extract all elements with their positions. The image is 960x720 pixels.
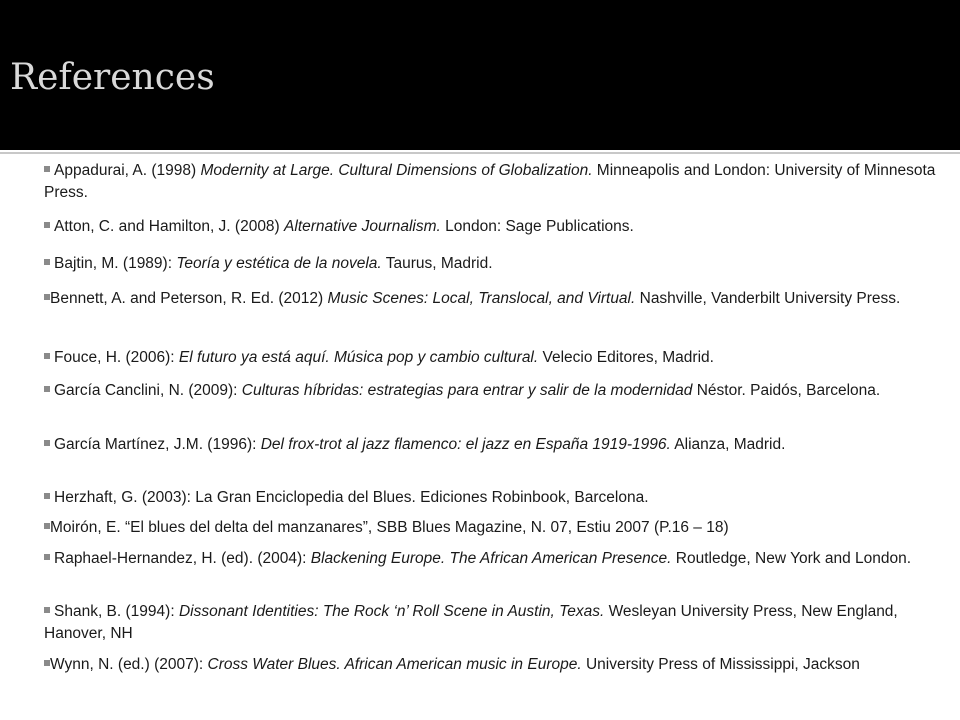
- bullet-icon: [44, 222, 50, 228]
- reference-item: [44, 160, 944, 204]
- reference-text: García Canclini, N. (2009):: [54, 382, 242, 399]
- bullet-icon: [44, 554, 50, 560]
- reference-title: Music Scenes: Local, Translocal, and Virtual.: [327, 290, 636, 307]
- reference-title: Del frox-trot al jazz flamenco: el jazz en España 1919-1996.: [260, 436, 671, 453]
- reference-text: Wynn, N. (ed.) (2007):: [50, 656, 208, 673]
- reference-item: [44, 288, 944, 310]
- reference-text: Appadurai, A. (1998): [54, 162, 201, 179]
- bullet-icon: [44, 386, 50, 392]
- reference-title: Teoría y estética de la novela.: [176, 255, 382, 272]
- reference-item: [44, 253, 944, 275]
- reference-item: [44, 517, 944, 539]
- reference-text: Herzhaft, G. (2003): La Gran Enciclopedia del Blues. Ediciones Robinbook, Barcelona.: [54, 489, 649, 506]
- bullet-icon: [44, 523, 50, 529]
- reference-text: Bajtin, M. (1989):: [54, 255, 177, 272]
- reference-publisher: Taurus, Madrid.: [381, 255, 493, 272]
- reference-title: Modernity at Large. Cultural Dimensions of Globalization.: [200, 162, 593, 179]
- bullet-icon: [44, 259, 50, 265]
- reference-text: Fouce, H. (2006):: [54, 349, 179, 366]
- reference-title: Blackening Europe. The African American Presence.: [310, 550, 672, 567]
- bullet-icon: [44, 493, 50, 499]
- reference-publisher: Velecio Editores, Madrid.: [538, 349, 714, 366]
- divider: [0, 152, 960, 154]
- reference-text: García Martínez, J.M. (1996):: [54, 436, 261, 453]
- reference-title: Cross Water Blues. African American music in Europe.: [207, 656, 582, 673]
- reference-item: [44, 487, 944, 509]
- reference-publisher: Minneapolis and London: University of Minnesota Press.: [44, 162, 936, 201]
- bullet-icon: [44, 660, 50, 666]
- reference-item: [44, 434, 944, 456]
- bullet-icon: [44, 353, 50, 359]
- reference-title: Dissonant Identities: The Rock ‘n’ Roll Scene in Austin, Texas.: [178, 603, 605, 620]
- bullet-icon: [44, 166, 50, 172]
- reference-publisher: Alianza, Madrid.: [670, 436, 786, 453]
- bullet-icon: [44, 294, 50, 300]
- reference-text: Raphael-Hernandez, H. (ed). (2004):: [54, 550, 311, 567]
- reference-item: [44, 601, 944, 645]
- reference-text: Moirón, E. “El blues del delta del manzanares”, SBB Blues Magazine, N. 07, Estiu 2007 (P.16 – 18): [50, 519, 729, 536]
- reference-publisher: University Press of Mississippi, Jackson: [581, 656, 860, 673]
- reference-item: [44, 548, 944, 570]
- bullet-icon: [44, 607, 50, 613]
- reference-item: [44, 380, 944, 402]
- slide-title: References: [10, 57, 215, 98]
- title-bar: [0, 0, 960, 150]
- reference-publisher: London: Sage Publications.: [440, 218, 634, 235]
- reference-text: Atton, C. and Hamilton, J. (2008): [54, 218, 285, 235]
- reference-item: [44, 654, 944, 676]
- bullet-icon: [44, 440, 50, 446]
- reference-item: [44, 216, 944, 238]
- reference-title: El futuro ya está aquí. Música pop y cambio cultural.: [178, 349, 539, 366]
- reference-title: Alternative Journalism.: [284, 218, 441, 235]
- reference-text: Bennett, A. and Peterson, R. Ed. (2012): [50, 290, 328, 307]
- reference-publisher: Nashville, Vanderbilt University Press.: [635, 290, 901, 307]
- reference-publisher: Routledge, New York and London.: [671, 550, 912, 567]
- reference-title: Culturas híbridas: estrategias para entrar y salir de la modernidad: [241, 382, 693, 399]
- reference-publisher: Néstor. Paidós, Barcelona.: [692, 382, 881, 399]
- reference-text: Shank, B. (1994):: [54, 603, 179, 620]
- reference-publisher: Wesleyan University Press, New England, Hanover, NH: [44, 603, 898, 642]
- reference-item: [44, 347, 944, 369]
